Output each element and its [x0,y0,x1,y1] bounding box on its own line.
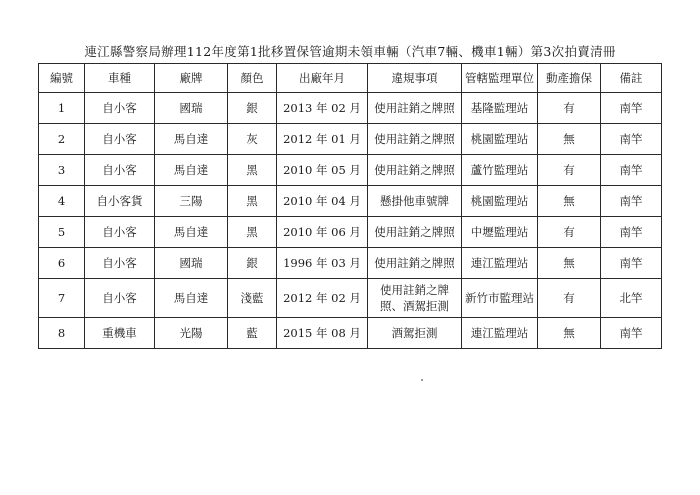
cell-vehicle-type: 自小客 [85,124,155,155]
table-row [39,186,662,217]
cell-color: 灰 [228,124,277,155]
cell-manufacture-date: 2010 年 04 月 [277,186,368,217]
cell-remarks: 南竿 [601,93,662,124]
table-row [39,93,662,124]
header-vehicle-type: 車種 [85,64,155,93]
cell-brand: 光陽 [155,318,228,349]
cell-number: 7 [39,279,85,318]
cell-brand: 馬自達 [155,279,228,318]
cell-number: 8 [39,318,85,349]
cell-vehicle-type: 自小客 [85,217,155,248]
cell-remarks: 南竿 [601,217,662,248]
header-brand: 廠牌 [155,64,228,93]
cell-brand: 國瑞 [155,248,228,279]
cell-color: 銀 [228,93,277,124]
cell-number: 3 [39,155,85,186]
cell-brand: 馬自達 [155,124,228,155]
cell-office: 中壢監理站 [462,217,538,248]
cell-brand: 馬自達 [155,155,228,186]
header-color: 顏色 [228,64,277,93]
cell-mortgage: 無 [538,124,601,155]
cell-remarks: 南竿 [601,248,662,279]
cell-violation: 使用註銷之牌照 [368,248,462,279]
scan-speck [421,379,423,381]
cell-violation: 使用註銷之牌照 [368,155,462,186]
auction-vehicle-table [38,63,662,349]
table-row [39,155,662,186]
table-row [39,124,662,155]
cell-vehicle-type: 重機車 [85,318,155,349]
cell-violation: 懸掛他車號牌 [368,186,462,217]
cell-vehicle-type: 自小客 [85,93,155,124]
header-number: 編號 [39,64,85,93]
cell-violation: 使用註銷之牌照 [368,217,462,248]
table-row [39,318,662,349]
cell-manufacture-date: 2015 年 08 月 [277,318,368,349]
cell-brand: 國瑞 [155,93,228,124]
header-chattel-mortgage: 動產擔保 [538,64,601,93]
cell-number: 4 [39,186,85,217]
cell-remarks: 南竿 [601,124,662,155]
cell-office: 桃園監理站 [462,124,538,155]
cell-color: 黑 [228,186,277,217]
cell-remarks: 北竿 [601,279,662,318]
cell-remarks: 南竿 [601,318,662,349]
cell-office: 基隆監理站 [462,93,538,124]
document-title: 連江縣警察局辦理112年度第1批移置保管逾期未領車輛（汽車7輛、機車1輛）第3次拍賣清冊 [84,44,616,59]
cell-violation: 酒駕拒測 [368,318,462,349]
cell-mortgage: 有 [538,279,601,318]
cell-remarks: 南竿 [601,155,662,186]
cell-vehicle-type: 自小客 [85,248,155,279]
cell-vehicle-type: 自小客 [85,155,155,186]
cell-number: 5 [39,217,85,248]
cell-violation: 使用註銷之牌照 [368,93,462,124]
cell-mortgage: 有 [538,217,601,248]
cell-brand: 三陽 [155,186,228,217]
cell-manufacture-date: 2013 年 02 月 [277,93,368,124]
cell-color: 銀 [228,248,277,279]
cell-manufacture-date: 2012 年 02 月 [277,279,368,318]
cell-color: 淺藍 [228,279,277,318]
cell-violation: 使用註銷之牌照、酒駕拒測 [368,279,462,318]
cell-office: 連江監理站 [462,248,538,279]
cell-mortgage: 有 [538,155,601,186]
cell-mortgage: 有 [538,93,601,124]
cell-color: 黑 [228,217,277,248]
cell-office: 桃園監理站 [462,186,538,217]
header-manufacture-date: 出廠年月 [277,64,368,93]
cell-office: 蘆竹監理站 [462,155,538,186]
cell-color: 黑 [228,155,277,186]
cell-manufacture-date: 2010 年 05 月 [277,155,368,186]
cell-brand: 馬自達 [155,217,228,248]
cell-number: 1 [39,93,85,124]
cell-vehicle-type: 自小客貨 [85,186,155,217]
table-row [39,279,662,318]
cell-manufacture-date: 2010 年 06 月 [277,217,368,248]
cell-office: 新竹市監理站 [462,279,538,318]
cell-office: 連江監理站 [462,318,538,349]
cell-mortgage: 無 [538,318,601,349]
cell-vehicle-type: 自小客 [85,279,155,318]
table-row [39,248,662,279]
cell-mortgage: 無 [538,186,601,217]
cell-remarks: 南竿 [601,186,662,217]
header-remarks: 備註 [601,64,662,93]
table-header-row [39,64,662,93]
table-row [39,217,662,248]
cell-violation: 使用註銷之牌照 [368,124,462,155]
header-violation: 違規事項 [368,64,462,93]
cell-manufacture-date: 2012 年 01 月 [277,124,368,155]
cell-number: 6 [39,248,85,279]
cell-color: 藍 [228,318,277,349]
cell-manufacture-date: 1996 年 03 月 [277,248,368,279]
cell-mortgage: 無 [538,248,601,279]
cell-number: 2 [39,124,85,155]
header-motor-vehicle-office: 管轄監理單位 [462,64,538,93]
